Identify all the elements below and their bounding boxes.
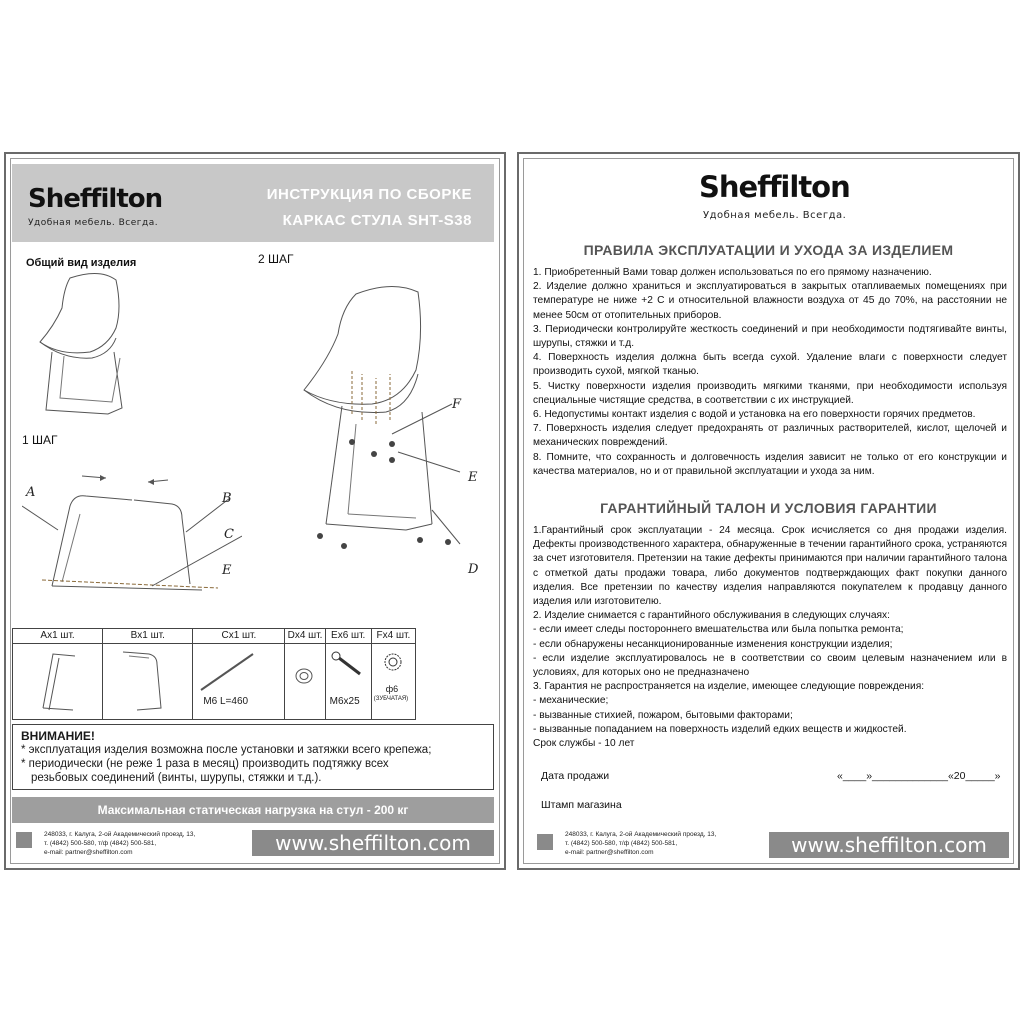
address-line-1: 248033, г. Калуга, 2-ой Академический проезд, 13, — [44, 831, 196, 838]
warranty-term-2: 2. Изделие снимается с гарантийного обслуживания в следующих случаях: — [533, 610, 890, 622]
address-line-2: т. (4842) 500-580, т/ф (4842) 500-581, — [44, 840, 157, 847]
warranty-term-5: - если изделие эксплуатировалось не в соответствии со своим целевым назначением или в условиях, для которых оно не предназначено — [533, 652, 1007, 679]
rule-4: 4. Поверхность изделия должна быть всегда сухой. Удаление влаги с поверхности следует производить сухой, мягкой тканью. — [533, 352, 1007, 378]
address-line-3: e-mail: partner@sheffilton.com — [44, 849, 133, 856]
warranty-term-8: - вызванные стихией, пожаром, бытовыми факторами; — [533, 709, 793, 721]
part-a-header: Ax1 шт. — [13, 629, 103, 644]
rule-3: 3. Периодически контролируйте жесткость соединений и при необходимости подтягивайте винты, шурупы, стяжки и т.д. — [533, 323, 1007, 350]
stamp-label: Штамп магазина — [541, 799, 622, 811]
part-e-header: Ex6 шт. — [325, 629, 371, 644]
rule-8: 8. Помните, что сохранность и долговечность изделия зависит не только от его конструкции и качества материалов, но и от правильной эксплуатации и ухода за ним. — [533, 451, 1007, 477]
warning-line-2: * периодически (не реже 1 раза в месяц) производить подтяжку всех — [21, 758, 389, 770]
part-f-caption: ф6 — [385, 684, 399, 694]
part-letter-d: D — [468, 562, 479, 577]
part-c-drawing — [193, 644, 283, 700]
brand-tagline: Удобная мебель. Всегда. — [703, 210, 847, 221]
warranty-term-10: Срок службы - 10 лет — [533, 738, 635, 750]
care-rules-title: ПРАВИЛА ЭКСПЛУАТАЦИИ И УХОДА ЗА ИЗДЕЛИЕМ — [583, 242, 954, 258]
parts-table — [12, 628, 416, 720]
care-and-warranty-page — [517, 152, 1020, 870]
sale-date-field: «____»_____________«20_____» — [837, 770, 1001, 782]
part-c-caption: M6 L=460 — [203, 696, 249, 707]
warning-line-3: резьбовых соединений (винты, шурупы, стяжки и т.д.). — [31, 772, 322, 784]
instruction-title: ИНСТРУКЦИЯ ПО СБОРКЕ — [266, 186, 472, 203]
warranty-title: ГАРАНТИЙНЫЙ ТАЛОН И УСЛОВИЯ ГАРАНТИИ — [600, 500, 937, 516]
part-letter-f: F — [452, 397, 462, 412]
warranty-term-7: - механические; — [533, 695, 609, 707]
warranty-term-9: - вызванные попаданием на поверхность изделий едких веществ и жидкостей. — [533, 723, 907, 735]
general-view-label: Общий вид изделия — [26, 257, 137, 269]
part-d-drawing — [285, 644, 323, 716]
part-f-subcaption: (ЗУБЧАТАЯ) — [373, 696, 409, 702]
part-b-header: Bx1 шт. — [103, 629, 193, 644]
step2-label: 2 ШАГ — [258, 252, 294, 266]
footer-square — [537, 834, 553, 850]
part-f-header: Fx4 шт. — [371, 629, 415, 644]
website-link[interactable]: www.sheffilton.com — [769, 832, 1009, 858]
max-load-bar: Максимальная статическая нагрузка на стул - 200 кг — [12, 797, 494, 823]
address-line-2: т. (4842) 500-580, т/ф (4842) 500-581, — [565, 840, 678, 847]
website-link[interactable]: www.sheffilton.com — [252, 830, 494, 856]
part-b-drawing — [103, 644, 191, 716]
warning-box — [12, 724, 494, 790]
sale-date-label: Дата продажи — [541, 770, 610, 782]
rule-2: 2. Изделие должно храниться и эксплуатироваться в закрытых отапливаемых помещениях при температуре не ниже +2 С и относительной влажности воздуха от 45 до 70%, на расстоянии не менее 50см от отопительных приборов. — [533, 281, 1007, 321]
part-a-cell — [13, 644, 103, 720]
care-rules-list — [533, 266, 1007, 479]
part-letter-c: C — [224, 527, 234, 542]
part-e-cell — [325, 644, 371, 720]
part-letter-e-step1: E — [222, 563, 232, 578]
warranty-term-4: - если обнаружены несанкционированные изменения конструкции изделия; — [533, 638, 893, 650]
part-e-caption: M6x25 — [329, 696, 360, 707]
warranty-term-3: - если имеет следы постороннего вмешательства или была попытка ремонта; — [533, 624, 904, 636]
part-d-header: Dx4 шт. — [285, 629, 325, 644]
rule-1: 1. Приобретенный Вами товар должен использоваться по его прямому назначению. — [533, 267, 932, 278]
footer-address — [565, 830, 716, 857]
part-c-cell — [193, 644, 285, 720]
chair-overview-drawing — [30, 268, 150, 428]
step2-assembly-drawing — [282, 274, 482, 574]
header-bar — [12, 164, 494, 242]
step1-label: 1 ШАГ — [22, 433, 58, 447]
footer-square — [16, 832, 32, 848]
assembly-instruction-page — [4, 152, 506, 870]
part-a-drawing — [13, 644, 101, 716]
part-letter-a: A — [26, 485, 36, 500]
part-letter-e-step2: E — [468, 470, 478, 485]
footer-address — [44, 830, 195, 857]
step1-frame-drawing — [22, 466, 242, 606]
part-d-cell — [285, 644, 325, 720]
warning-line-1: * эксплуатация изделия возможна после установки и затяжки всего крепежа; — [21, 744, 432, 756]
rule-7: 7. Поверхность изделия следует предохранять от различных растворителей, кислот, щелочей и механических повреждений. — [533, 423, 1007, 449]
part-f-drawing — [372, 644, 414, 684]
warranty-term-6: 3. Гарантия не распространяется на изделие, имеющее следующие повреждения: — [533, 681, 925, 693]
part-e-drawing — [326, 644, 370, 694]
address-line-1: 248033, г. Калуга, 2-ой Академический проезд, 13, — [565, 831, 717, 838]
brand-logo: Sheffilton — [28, 184, 163, 214]
rule-5: 5. Чистку поверхности изделия производить мягкими тканями, при необходимости используя специальные чистящие средства, в соответствии с их инструкцией. — [533, 380, 1007, 406]
warranty-term-1: 1.Гарантийный срок эксплуатации - 24 месяца. Срок исчисляется со дня продажи изделия. Дефекты производственного характера, обнаруженные в течении гарантийного срока, устраняются за счет изготовителя. Претензии на такие дефекты принимаются при наличии гарантийного талона с отметкой даты продажи товара, либо документов подтверждающих факт покупки данного изделия. Все претензии по качеству изделия направляются покупателем к продавцу данного изделия или изготовителю. — [533, 525, 1007, 608]
address-line-3: e-mail: partner@sheffilton.com — [565, 849, 654, 856]
part-b-cell — [103, 644, 193, 720]
warning-title: ВНИМАНИЕ! — [21, 729, 95, 743]
part-f-cell — [371, 644, 415, 720]
product-title: КАРКАС СТУЛА SHT-S38 — [282, 212, 472, 229]
warranty-terms — [533, 524, 1007, 751]
rule-6: 6. Недопустимы контакт изделия с водой и установка на его поверхности горячих предметов. — [533, 409, 976, 421]
brand-logo: Sheffilton — [699, 170, 850, 204]
brand-tagline: Удобная мебель. Всегда. — [28, 218, 159, 228]
part-letter-b: B — [222, 491, 232, 506]
part-c-header: Cx1 шт. — [193, 629, 285, 644]
